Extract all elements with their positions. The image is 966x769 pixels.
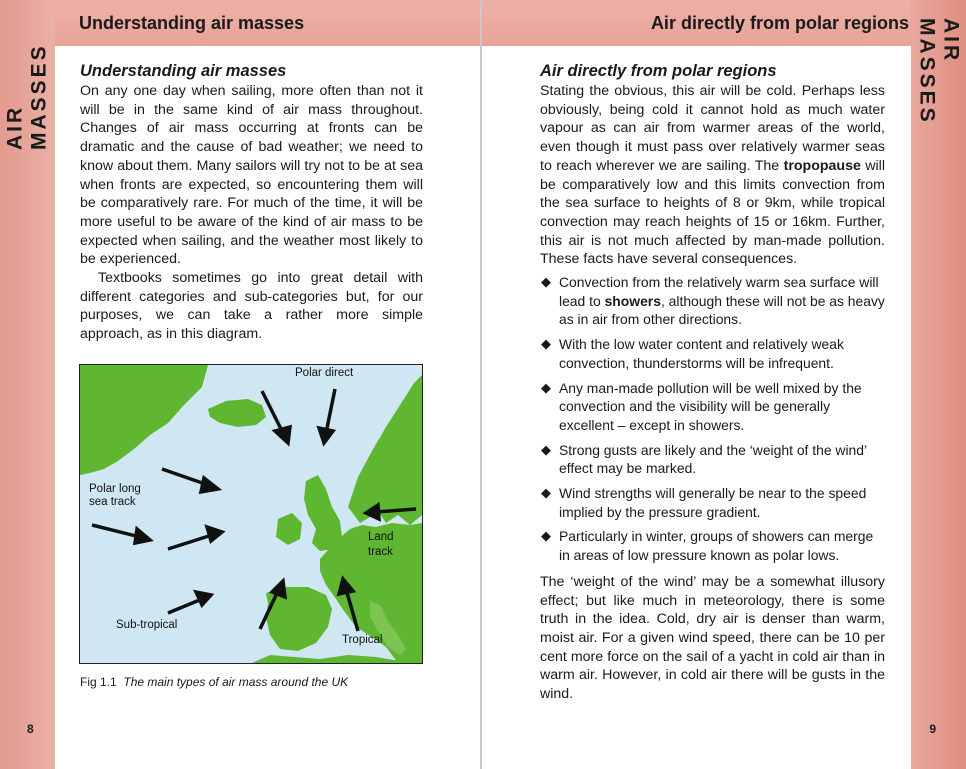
intro-bold-term: tropopause	[783, 157, 861, 174]
list-item	[540, 379, 885, 435]
diamond-bullet-icon: ◆	[541, 336, 551, 352]
right-intro-paragraph	[540, 82, 885, 269]
label-polar-long-line2: sea track	[89, 496, 136, 508]
scandinavia-landmass	[348, 375, 422, 525]
page-number-right: 9	[929, 722, 936, 736]
bullet1-bold-term: showers	[604, 292, 661, 309]
ireland-landmass	[276, 513, 302, 545]
diamond-bullet-icon: ◆	[541, 528, 551, 544]
figure-number: Fig 1.1	[80, 675, 117, 689]
label-sub-tropical: Sub-tropical	[116, 619, 178, 631]
right-text-column	[540, 60, 885, 704]
diamond-bullet-icon: ◆	[541, 441, 551, 457]
list-item	[540, 273, 885, 329]
list-item	[540, 484, 885, 521]
left-side-title: AIR MASSES	[3, 43, 51, 150]
bullet5-text: Wind strengths will generally be near to the speed implied by the pressure gradient.	[559, 485, 867, 520]
diamond-bullet-icon: ◆	[541, 274, 551, 290]
left-page	[0, 0, 481, 769]
left-side-tab	[0, 0, 55, 769]
label-polar-long-line1: Polar long	[89, 483, 141, 495]
right-section-title: Air directly from polar regions	[540, 62, 777, 80]
bullet6-text: Particularly in winter, groups of showers can merge in areas of low pressure known as polar lows.	[559, 528, 874, 564]
bullet1-text-a: Convection from the relatively warm sea surface will lead to	[559, 274, 879, 309]
bullet3-text: Any man-made pollution will be well mixed by the convection and the visibility will be generally excellent – except in showers.	[559, 379, 862, 433]
page-number-left: 8	[27, 722, 34, 736]
left-running-header: Understanding air masses	[55, 0, 481, 46]
left-section-title: Understanding air masses	[80, 62, 287, 80]
list-item	[540, 441, 885, 478]
label-polar-direct: Polar direct	[295, 367, 354, 379]
right-page	[482, 0, 966, 769]
right-running-header: Air directly from polar regions	[482, 0, 911, 46]
diamond-bullet-icon: ◆	[541, 485, 551, 501]
label-land-line2: track	[368, 546, 393, 558]
list-item	[540, 527, 885, 564]
figure-caption-text: The main types of air mass around the UK	[123, 675, 349, 689]
label-land-line1: Land	[368, 531, 394, 543]
intro-text-b: will be comparatively low and this limits convection from the sea surface to heights of 8 or 9km, while tropical convection may reach heights of 15 or 16km. Further, this air is not much affected by man-made pollution. These facts have several consequences.	[540, 157, 885, 268]
greenland-landmass	[80, 365, 208, 475]
right-side-title: AIR MASSES	[915, 18, 963, 125]
list-item	[540, 335, 885, 372]
left-paragraph-2: Textbooks sometimes go into great detail with different categories and sub-categories but, for our purposes, we can take a rather more simple approach, as in this diagram.	[80, 270, 423, 343]
left-text-column	[80, 60, 423, 344]
bullet1-text-b: , although these will not be as heavy as in air from other directions.	[559, 292, 885, 328]
consequence-list	[540, 273, 885, 565]
label-tropical: Tropical	[342, 634, 383, 646]
britain-landmass	[304, 475, 342, 551]
air-mass-map	[79, 364, 423, 664]
right-side-tab	[911, 0, 966, 769]
iceland-landmass	[208, 399, 266, 427]
bullet2-text: With the low water content and relatively weak convection, thunderstorms will be infrequent.	[559, 336, 844, 371]
bullet4-text: Strong gusts are likely and the ‘weight of the wind’ effect may be marked.	[559, 441, 867, 477]
right-closing-paragraph: The ‘weight of the wind’ may be a somewhat illusory effect; but like much in meteorology, there is some truth in the idea. Cold, dry air is denser than warm, moist air. For a given wind speed, there can be 10 per cent more force on the sail of a yacht in cold air than in warm air. However, in cold air there will be gusts in the wind.	[540, 573, 885, 703]
figure-caption	[80, 675, 348, 689]
left-paragraph-1: On any one day when sailing, more often than not it will be in the same kind of air mass throughout. Changes of air mass occurring at fronts can be dramatic and the cause of bad weather; we need to know about them. Many sailors will try not to be at sea when fronts are expected, so encountering them will be comparatively rare. For much of the time, it will be more useful to be aware of the kind of air mass to be expected when sailing, and the weather most likely to be experienced.	[80, 83, 423, 268]
intro-text-a: Stating the obvious, this air will be cold. Perhaps less obviously, being cold it cannot hold as much water vapour as can air from warmer areas of the world, even though it must pass over relatively warmer seas to reach wherever we are sailing. The	[540, 83, 885, 174]
diamond-bullet-icon: ◆	[541, 379, 551, 395]
